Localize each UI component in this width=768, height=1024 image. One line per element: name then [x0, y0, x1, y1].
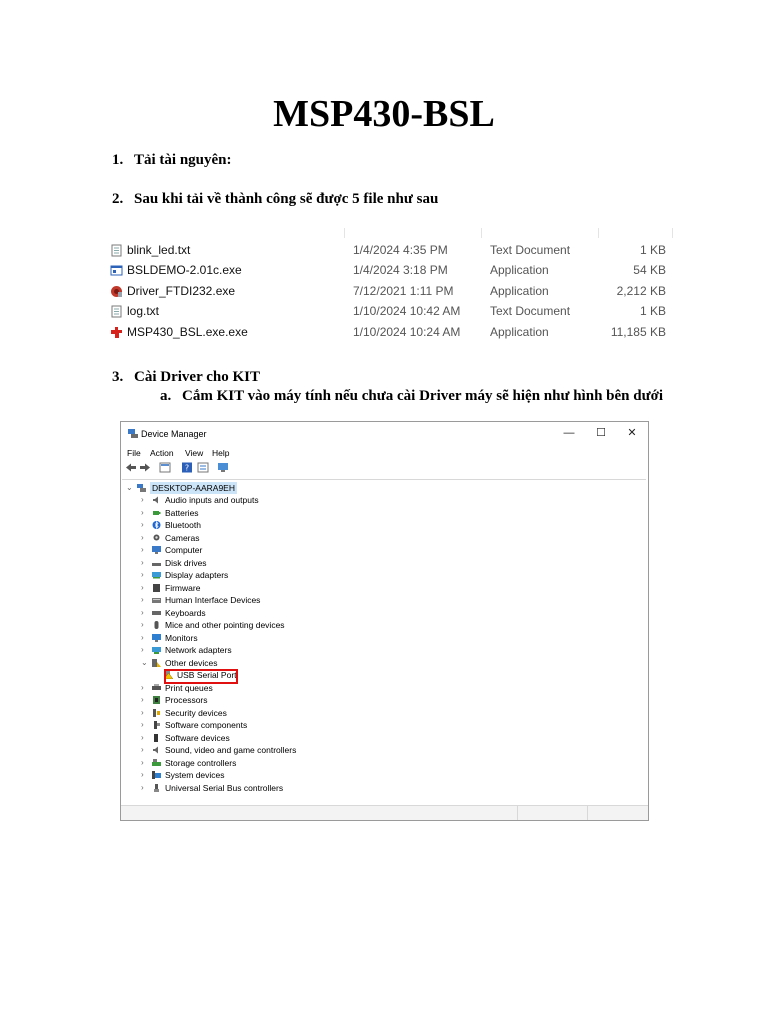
- file-name: log.txt: [127, 304, 160, 318]
- keyboard-icon: [152, 609, 161, 617]
- expand-arrow-icon[interactable]: ›: [141, 645, 144, 654]
- expand-arrow-icon[interactable]: ›: [141, 582, 144, 592]
- installer-icon: [110, 285, 123, 298]
- expand-arrow-icon[interactable]: ›: [141, 620, 144, 629]
- usb-icon: [152, 784, 161, 792]
- status-divider: [587, 806, 588, 820]
- tree-item-label: Computer: [165, 545, 203, 555]
- network-icon: [152, 646, 161, 654]
- back-arrow-icon[interactable]: [125, 462, 137, 473]
- tree-item-label: Universal Serial Bus controllers: [165, 782, 284, 793]
- bluetooth-icon: [152, 521, 161, 529]
- unknown-device-icon: [152, 659, 161, 667]
- highlight-box: [164, 669, 238, 684]
- mouse-icon: [152, 621, 161, 629]
- disk-drive-icon: [152, 559, 161, 567]
- status-divider: [517, 806, 518, 820]
- software-device-icon: [152, 734, 161, 742]
- tree-item-label: System devices: [165, 770, 225, 780]
- tree-item-label: Print queues: [165, 682, 213, 693]
- status-bar: [121, 805, 648, 820]
- minimize-button[interactable]: —: [563, 427, 575, 439]
- tree-root-label: DESKTOP-AARA9EH: [152, 483, 235, 493]
- tree-item-label: Mice and other pointing devices: [165, 620, 285, 630]
- battery-icon: [152, 509, 161, 517]
- tree-item-label: Display adapters: [165, 570, 229, 580]
- ti-logo-icon: [110, 326, 123, 339]
- monitor-icon: [152, 546, 161, 554]
- tree-item-label: Software devices: [165, 732, 230, 743]
- tree-item-label: Processors: [165, 695, 208, 705]
- display-adapter-icon: [152, 571, 161, 579]
- text-file-icon: [110, 244, 123, 257]
- tree-item-label: Cameras: [165, 532, 200, 543]
- step-3-text: Cài Driver cho KIT: [134, 369, 260, 385]
- tree-item-label: Security devices: [165, 707, 227, 718]
- column-divider: [344, 228, 345, 238]
- expand-arrow-icon[interactable]: ›: [141, 732, 144, 742]
- file-date: 7/12/2021 1:11 PM: [353, 284, 454, 298]
- page-title: MSP430-BSL: [273, 93, 495, 135]
- security-key-icon: [152, 709, 161, 717]
- expand-arrow-icon[interactable]: ›: [141, 532, 144, 542]
- expand-arrow-icon[interactable]: ›: [141, 632, 144, 642]
- properties-icon[interactable]: [159, 462, 171, 473]
- speaker-icon: [152, 496, 161, 504]
- step-3-number: 3.: [112, 369, 124, 385]
- file-list: [108, 228, 674, 348]
- device-tree: [122, 479, 646, 803]
- collapse-arrow-icon[interactable]: ⌄: [126, 483, 133, 492]
- file-size: 2,212 KB: [616, 284, 666, 298]
- file-name: Driver_FTDI232.exe: [127, 284, 236, 298]
- file-type: Text Document: [490, 243, 571, 257]
- scan-hardware-icon[interactable]: [217, 462, 229, 473]
- view-details-icon[interactable]: [197, 462, 209, 473]
- tree-item-label: Firmware: [165, 582, 201, 593]
- menu-help[interactable]: Help: [212, 448, 230, 458]
- file-name: MSP430_BSL.exe.exe: [127, 325, 248, 339]
- help-icon[interactable]: [181, 462, 193, 473]
- toolbar: [121, 460, 648, 476]
- substep-a-text: Cắm KIT vào máy tính nếu chưa cài Driver máy sẽ hiện như hình bên dưới: [182, 388, 664, 404]
- file-row[interactable]: [108, 303, 674, 321]
- system-device-icon: [152, 771, 161, 779]
- expand-arrow-icon[interactable]: ›: [141, 695, 144, 704]
- file-date: 1/4/2024 3:18 PM: [353, 263, 448, 277]
- window-titlebar[interactable]: [121, 422, 648, 444]
- expand-arrow-icon[interactable]: ›: [141, 495, 144, 504]
- tree-item-label: Software components: [165, 720, 248, 730]
- text-file-icon: [110, 305, 123, 318]
- file-size: 1 KB: [639, 243, 666, 257]
- tree-item-label: Audio inputs and outputs: [165, 495, 259, 505]
- expand-arrow-icon[interactable]: ›: [141, 745, 144, 754]
- computer-icon: [137, 484, 146, 492]
- expand-arrow-icon[interactable]: ›: [141, 770, 144, 779]
- file-type: Application: [490, 263, 549, 277]
- menu-action[interactable]: Action: [150, 448, 174, 458]
- file-row[interactable]: [108, 324, 674, 342]
- window-title: Device Manager: [141, 429, 207, 439]
- tree-item-label: Storage controllers: [165, 757, 237, 768]
- speaker-icon: [152, 746, 161, 754]
- file-size: 11,185 KB: [610, 325, 666, 339]
- expand-arrow-icon[interactable]: ›: [141, 570, 144, 579]
- tree-item-label: Other devices: [165, 657, 218, 668]
- keyboard-mouse-icon: [152, 596, 161, 604]
- step-3: [112, 369, 260, 386]
- device-manager-icon: [128, 429, 138, 438]
- chip-icon: [152, 584, 161, 592]
- tree-item-label: Human Interface Devices: [165, 595, 261, 605]
- maximize-button[interactable]: ☐: [596, 427, 606, 439]
- tree-item-label: Keyboards: [165, 607, 206, 618]
- device-manager-window: [120, 421, 649, 821]
- tree-item-label: Batteries: [165, 507, 199, 518]
- tree-item-label: USB Serial Port: [177, 670, 237, 680]
- expand-arrow-icon[interactable]: ›: [141, 720, 144, 729]
- expand-arrow-icon[interactable]: ›: [141, 757, 144, 767]
- printer-icon: [152, 684, 161, 692]
- file-type: Text Document: [490, 304, 571, 318]
- column-divider: [481, 228, 482, 238]
- camera-icon: [152, 534, 161, 542]
- close-button[interactable]: ✕: [627, 427, 637, 439]
- forward-arrow-icon[interactable]: [139, 462, 151, 473]
- menu-file[interactable]: File: [127, 448, 141, 458]
- file-size: 1 KB: [639, 304, 666, 318]
- tree-item-label: Network adapters: [165, 645, 232, 655]
- step-2-text: Sau khi tải về thành công sẽ được 5 file như sau: [134, 191, 439, 207]
- expand-arrow-icon[interactable]: ›: [141, 782, 144, 792]
- expand-arrow-icon[interactable]: ›: [141, 507, 144, 517]
- storage-controller-icon: [152, 759, 161, 767]
- step-1-text: Tải tài nguyên:: [134, 152, 232, 168]
- expand-arrow-icon[interactable]: ›: [141, 595, 144, 604]
- expand-arrow-icon[interactable]: ›: [141, 520, 144, 529]
- file-size: 54 KB: [633, 263, 666, 277]
- file-name: blink_led.txt: [127, 243, 191, 257]
- column-divider: [598, 228, 599, 238]
- file-type: Application: [490, 284, 549, 298]
- component-icon: [152, 721, 161, 729]
- menu-bar: [121, 446, 648, 459]
- step-2-number: 2.: [112, 191, 124, 207]
- file-date: 1/10/2024 10:24 AM: [353, 325, 461, 339]
- file-row[interactable]: [108, 262, 674, 280]
- step-1-number: 1.: [112, 152, 124, 168]
- column-divider: [672, 228, 673, 238]
- collapse-arrow-icon[interactable]: ⌄: [141, 657, 148, 667]
- step-2: [112, 191, 438, 208]
- tree-item-label: Disk drives: [165, 557, 207, 568]
- file-date: 1/10/2024 10:42 AM: [353, 304, 461, 318]
- menu-view[interactable]: View: [185, 448, 204, 458]
- tree-item-label: Sound, video and game controllers: [165, 745, 297, 755]
- file-row[interactable]: [108, 283, 674, 301]
- step-1: [112, 152, 232, 169]
- file-row[interactable]: [108, 242, 674, 260]
- file-date: 1/4/2024 4:35 PM: [353, 243, 448, 257]
- expand-arrow-icon[interactable]: ›: [141, 607, 144, 617]
- processor-icon: [152, 696, 161, 704]
- expand-arrow-icon[interactable]: ›: [141, 682, 144, 692]
- file-type: Application: [490, 325, 549, 339]
- substep-a: [160, 388, 663, 405]
- application-icon: [110, 264, 123, 277]
- file-name: BSLDEMO-2.01c.exe: [127, 263, 242, 277]
- substep-a-number: a.: [160, 388, 172, 404]
- svg-text:?: ?: [184, 463, 190, 473]
- expand-arrow-icon[interactable]: ›: [141, 707, 144, 717]
- monitor-icon: [152, 634, 161, 642]
- tree-item-label: Monitors: [165, 632, 198, 643]
- expand-arrow-icon[interactable]: ›: [141, 557, 144, 567]
- expand-arrow-icon[interactable]: ›: [141, 545, 144, 554]
- tree-item-label: Bluetooth: [165, 520, 201, 530]
